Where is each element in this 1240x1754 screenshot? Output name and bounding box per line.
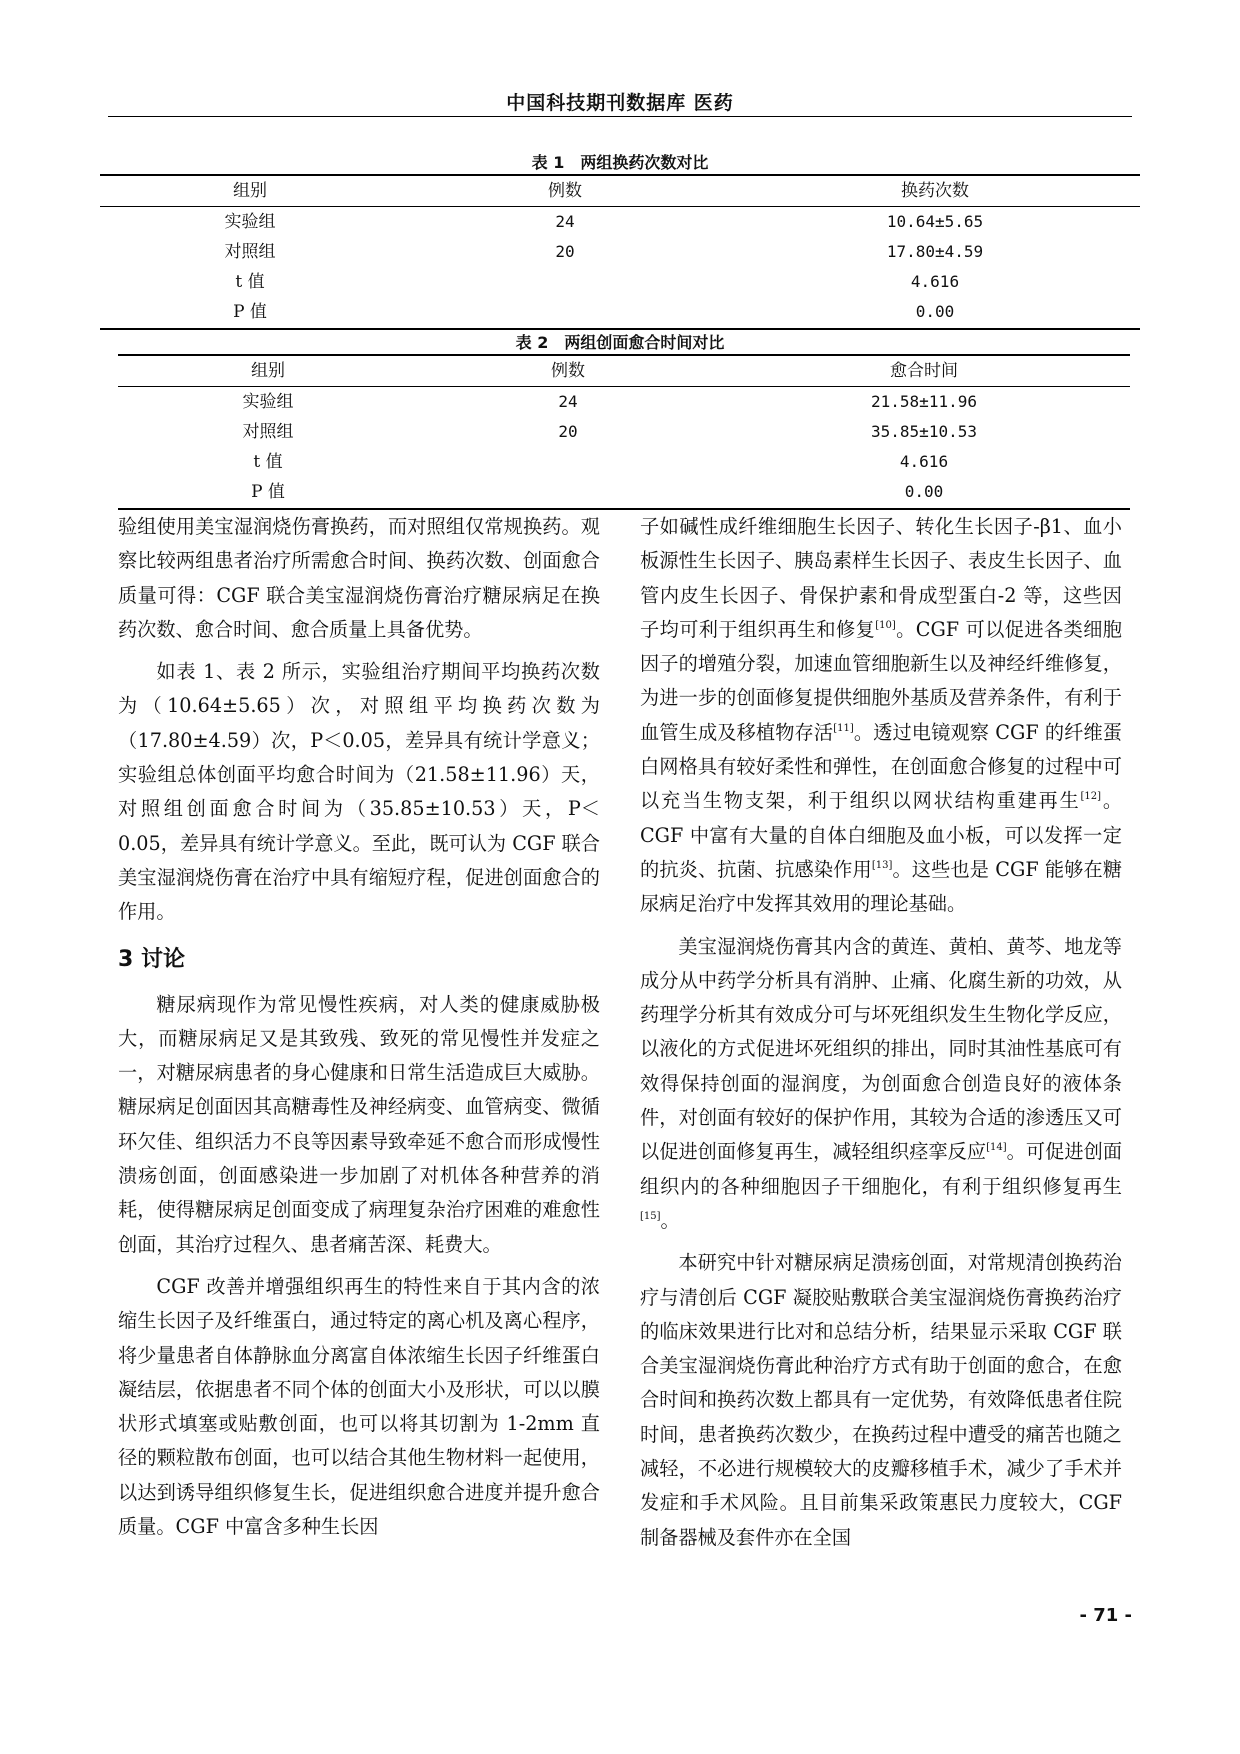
table-cell: 21.58±11.96 — [871, 392, 977, 411]
table-cell: 0.00 — [915, 302, 955, 321]
table-header-cell: 换药次数 — [901, 181, 969, 201]
table-header-cell: 组别 — [233, 181, 267, 201]
table1-caption: 表 1 两组换药次数对比 — [531, 153, 709, 172]
text-run: 。这些也是 CGF 能够在糖尿病足治疗中发挥其效用的理论基础。 — [640, 857, 1123, 916]
text-run: 。 — [660, 1208, 680, 1232]
table-row — [100, 297, 1140, 327]
table-cell: 对照组 — [224, 242, 276, 262]
table-cell: 10.64±5.65 — [886, 212, 984, 231]
text-run: 。CGF 中富有大量的自体白细胞及血小板，可以发挥一定的抗炎、抗菌、抗感染作用 — [640, 789, 1123, 881]
text-run: 。CGF 可以促进各类细胞因子的增殖分裂，加速血管细胞新生以及神经纤维修复，为进一步的创面修复提供细胞外基质及营养条件，有利于血管生成及移植物存活 — [640, 617, 1122, 744]
table-row — [118, 447, 1130, 477]
table-cell — [418, 477, 718, 507]
paragraph: CGF 改善并增强组织再生的特性来自于其内含的浓缩生长因子及纤维蛋白，通过特定的离心机及离心程序，将少量患者自体静脉血分离富自体浓缩生长因子纤维蛋白凝结层，依据患者不同个体的创面大小及形状，可以以膜状形式填塞或贴敷创面，也可以将其切割为 1-2mm 直径的颗粒散布创面，也可以结合其他生物材料一起使用，以达到诱导组织修复生长，促进组织愈合进度并提升愈合质量。CGF 中富含多种生长因 — [118, 1274, 600, 1539]
table-cell: 实验组 — [242, 392, 294, 412]
table-cell: 实验组 — [224, 212, 276, 232]
table-cell — [400, 267, 730, 297]
section-heading: 3 讨论 — [118, 946, 185, 972]
table-row — [118, 417, 1130, 447]
table-header-cell: 例数 — [551, 361, 585, 381]
citation: [14] — [986, 1142, 1007, 1154]
citation: [15] — [640, 1210, 661, 1222]
table2-header-row — [118, 356, 1130, 387]
paragraph — [640, 510, 1122, 922]
table-header-cell: 愈合时间 — [890, 361, 958, 381]
table-cell: 20 — [555, 242, 575, 261]
table2 — [118, 356, 1130, 507]
table-cell: t 值 — [253, 452, 283, 472]
table-header-cell: 例数 — [548, 181, 582, 201]
paragraph: 糖尿病现作为常见慢性疾病，对人类的健康威胁极大，而糖尿病足又是其致残、致死的常见慢性并发症之一，对糖尿病患者的身心健康和日常生活造成巨大威胁。糖尿病足创面因其高糖毒性及神经病变、血管病变、微循环欠佳、组织活力不良等因素导致牵延不愈合而形成慢性溃疡创面，创面感染进一步加剧了对机体各种营养的消耗，使得糖尿病足创面变成了病理复杂治疗困难的难愈性创面，其治疗过程久、患者痛苦深、耗费大。 — [118, 992, 600, 1256]
table-cell — [400, 297, 730, 327]
table-cell — [418, 447, 718, 477]
table2-caption: 表 2 两组创面愈合时间对比 — [515, 333, 725, 352]
text-run: 。可促进创面组织内的各种细胞因子干细胞化，有利于组织修复再生 — [640, 1140, 1123, 1198]
text-run: 子如碱性成纤维细胞生长因子、转化生长因子-β1、血小板源性生长因子、胰岛素样生长因子、表皮生长因子、血管内皮生长因子、骨保护素和骨成型蛋白-2 等，这些因子均可利于组织再生和修复 — [640, 515, 1122, 641]
table-row — [118, 387, 1130, 418]
table-cell: 17.80±4.59 — [886, 242, 984, 261]
paragraph: 如表 1、表 2 所示，实验组治疗期间平均换药次数为（10.64±5.65）次，对照组平均换药次数为（17.80±4.59）次，P＜0.05，差异具有统计学意义；实验组总体创面平均愈合时间为（21.58±11.96）天，对照组创面愈合时间为（35.85±10.53）天，P＜0.05，差异具有统计学意义。至此，既可认为 CGF 联合美宝湿润烧伤膏在治疗中具有缩短疗程，促进创面愈合的作用。 — [118, 660, 600, 924]
table-row — [100, 207, 1140, 238]
left-column — [118, 510, 600, 1544]
table-cell: 24 — [558, 392, 578, 411]
journal-title: 中国科技期刊数据库 医药 — [506, 92, 734, 114]
citation: [10] — [875, 619, 896, 631]
table-cell: 24 — [555, 212, 575, 231]
citation: [12] — [1080, 791, 1102, 803]
table-row — [118, 477, 1130, 507]
paragraph: 本研究中针对糖尿病足溃疡创面，对常规清创换药治疗与清创后 CGF 凝胶贴敷联合美宝湿润烧伤膏换药治疗的临床效果进行比对和总结分析，结果显示采取 CGF 联合美宝湿润烧伤膏此种治疗方式有助于创面的愈合，在愈合时间和换药次数上都具有一定优势，有效降低患者住院时间，患者换药次数少，在换药过程中遭受的痛苦也随之减轻，不必进行规模较大的皮瓣移植手术，减少了手术并发症和手术风险。且目前集采政策惠民力度较大，CGF 制备器械及套件亦在全国 — [640, 1251, 1122, 1549]
paragraph: 验组使用美宝湿润烧伤膏换药，而对照组仅常规换药。观察比较两组患者治疗所需愈合时间、换药次数、创面愈合质量可得：CGF 联合美宝湿润烧伤膏治疗糖尿病足在换药次数、愈合时间、愈合质量上具备优势。 — [118, 515, 600, 641]
table-row — [100, 267, 1140, 297]
table-cell: 4.616 — [899, 452, 949, 471]
page-number: - 71 - — [1079, 1605, 1132, 1626]
citation: [13] — [871, 859, 893, 871]
citation: [11] — [833, 722, 854, 734]
table-cell: t 值 — [235, 272, 265, 292]
table-cell: 20 — [558, 422, 578, 441]
paragraph — [640, 930, 1122, 1239]
table-cell: P 值 — [251, 482, 285, 502]
table1 — [100, 176, 1140, 327]
text-run: 美宝湿润烧伤膏其内含的黄连、黄柏、黄芩、地龙等成分从中药学分析具有消肿、止痛、化腐生新的功效，从药理学分析其有效成分可与坏死组织发生生物化学反应，以液化的方式促进坏死组织的排出，同时其油性基底可有效得保持创面的湿润度，为创面愈合创造良好的液体条件，对创面有较好的保护作用，其较为合适的渗透压又可以促进创面修复再生，减轻组织痉挛反应 — [640, 934, 1122, 1164]
table-cell: 0.00 — [904, 482, 944, 501]
table1-header-row — [100, 176, 1140, 207]
table-cell: 35.85±10.53 — [871, 422, 977, 441]
right-column — [640, 510, 1122, 1555]
text-run: 。透过电镜观察 CGF 的纤维蛋白网格具有较好柔性和弹性，在创面愈合修复的过程中可以充当生物支架，利于组织以网状结构重建再生 — [640, 720, 1122, 813]
table-row — [100, 237, 1140, 267]
table-cell: 对照组 — [242, 422, 294, 442]
table-cell: 4.616 — [910, 272, 960, 291]
header-rule — [108, 116, 1132, 117]
table-header-cell: 组别 — [251, 361, 285, 381]
table-cell: P 值 — [233, 302, 267, 322]
